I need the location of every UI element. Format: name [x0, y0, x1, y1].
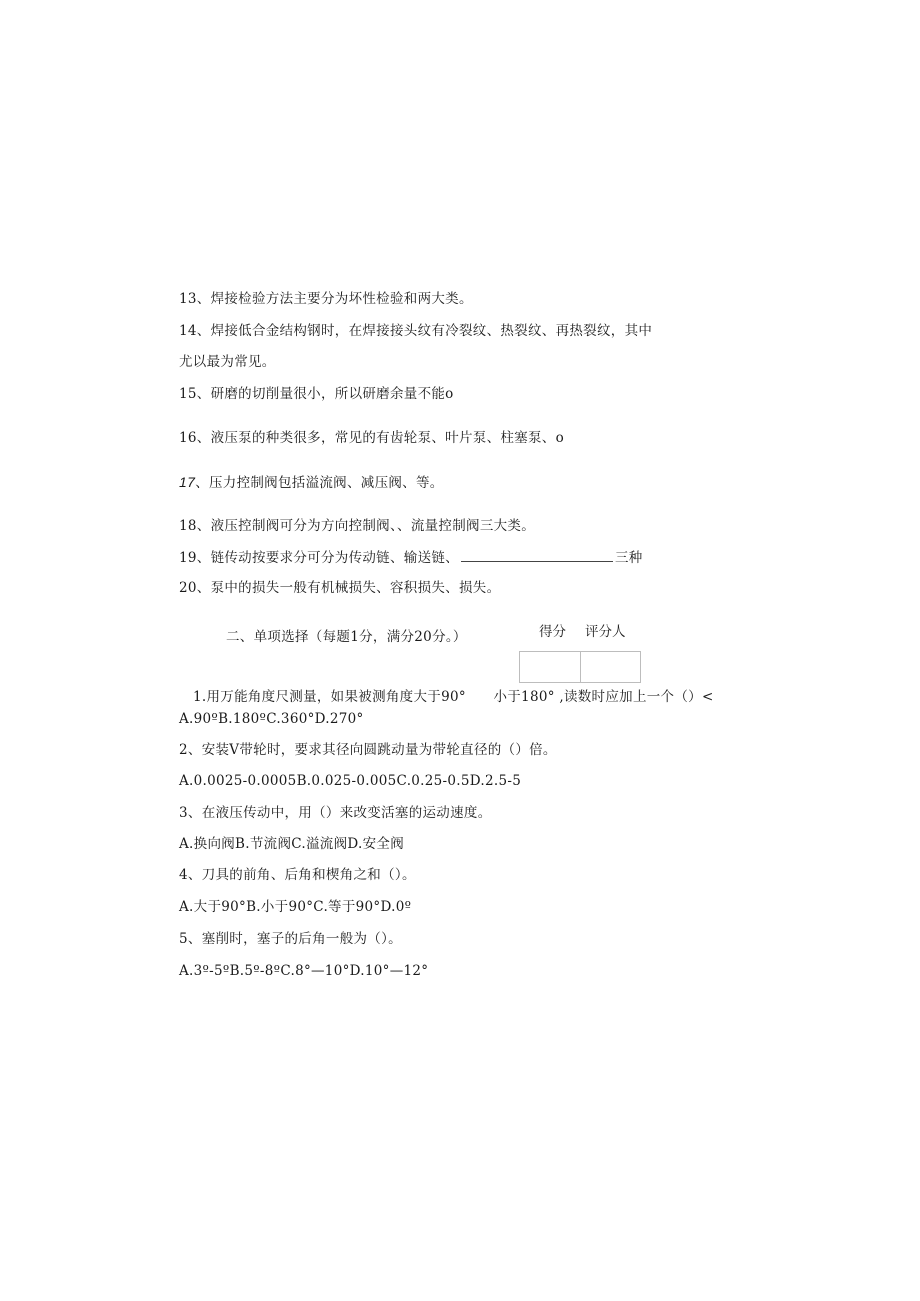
- choice-options-1: A.90ºB.180ºC.360°D.270°: [179, 711, 364, 727]
- question-19: [179, 548, 643, 567]
- score-label: 得分: [539, 624, 566, 640]
- choice-options-5: A.3º-5ºB.5º-8ºC.8°—10°D.10°—12°: [179, 963, 429, 979]
- question-17-text: 、压力控制阀包括溢流阀、减压阀、等。: [195, 475, 444, 491]
- choice-question-5: 5、塞削时，塞子的后角一般为（）。: [179, 931, 402, 947]
- choice-question-2: 2、安装V带轮时，要求其径向圆跳动量为带轮直径的（）倍。: [179, 742, 557, 758]
- choice-options-3: A.换向阀B.节流阀C.溢流阀D.安全阀: [179, 836, 405, 852]
- question-20: 20、泵中的损失一般有机械损失、容积损失、损失。: [179, 580, 501, 596]
- question-15: 15、研磨的切削量很小，所以研磨余量不能o: [179, 386, 454, 402]
- score-table-divider: [580, 652, 581, 682]
- question-14-line-2: 尤以最为常见。: [179, 354, 276, 370]
- choice-options-4: A.大于90°B.小于90°C.等于90°D.0º: [179, 899, 412, 915]
- question-18: 18、液压控制阀可分为方向控制阀、、流量控制阀三大类。: [179, 518, 536, 534]
- choice-options-2: A.0.0025-0.0005B.0.025-0.005C.0.25-0.5D.2.5-5: [179, 773, 522, 789]
- section-heading: 二、单项选择（每题1分，满分20分。）: [226, 629, 467, 645]
- choice-question-3: 3、在液压传动中，用（）来改变活塞的运动速度。: [179, 805, 492, 821]
- question-19-text-after: 三种: [614, 550, 643, 566]
- question-14-line-1: 14、焊接低合金结构钢时，在焊接接头纹有冷裂纹、热裂纹、再热裂纹，其中: [179, 323, 653, 339]
- question-19-text-before: 19、链传动按要求分可分为传动链、输送链、: [179, 550, 459, 566]
- question-17: [179, 473, 444, 492]
- score-table: [519, 651, 641, 683]
- choice-question-4: 4、刀具的前角、后角和楔角之和（）。: [179, 867, 416, 883]
- question-13: 13、焊接检验方法主要分为坏性检验和两大类。: [179, 291, 473, 307]
- grader-label: 评分人: [585, 624, 626, 640]
- choice-question-1: 1.用万能角度尺测量，如果被测角度大于90° 小于180° ,读数时应加上一个（）<: [193, 689, 714, 705]
- question-17-number: 17: [179, 474, 196, 490]
- answer-blank: [461, 548, 613, 562]
- question-16: 16、液压泵的种类很多，常见的有齿轮泵、叶片泵、柱塞泵、o: [179, 430, 565, 446]
